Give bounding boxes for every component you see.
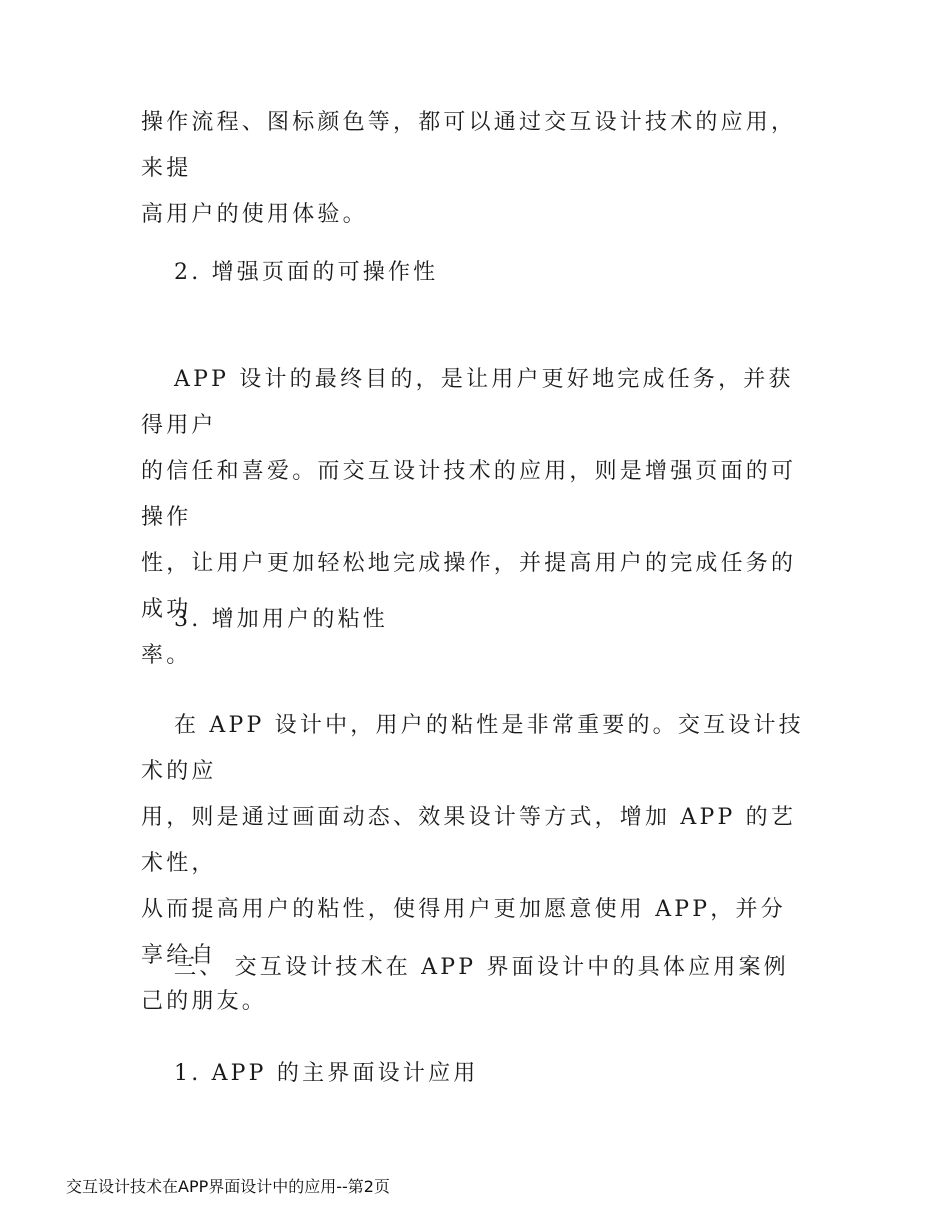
- heading-user-stickiness: 3. 增加用户的粘性: [174, 607, 388, 632]
- paragraph-line: 从而提高用户的粘性，使得用户更加愿意使用 APP，并分享给自: [141, 897, 786, 968]
- paragraph-line: 的信任和喜爱。而交互设计技术的应用，则是增强页面的可操作: [141, 459, 797, 530]
- paragraph-line: APP 设计的最终目的，是让用户更好地完成任务，并获得用户: [141, 367, 794, 438]
- paragraph-line: 用，则是通过画面动态、效果设计等方式，增加 APP 的艺术性，: [141, 805, 797, 876]
- paragraph-line: 性，让用户更加轻松地完成操作，并提高用户的完成任务的成功: [141, 551, 797, 622]
- paragraph-line: 高用户的使用体验。: [141, 202, 368, 227]
- section-heading: 三、 交互设计技术在 APP 界面设计中的具体应用案例: [174, 955, 789, 980]
- paragraph-continuation: [141, 100, 811, 238]
- subheading-main-interface: 1. APP 的主界面设计应用: [174, 1061, 479, 1086]
- paragraph-line: 操作流程、图标颜色等，都可以通过交互设计技术的应用，来提: [141, 110, 797, 181]
- page-footer: 交互设计技术在APP界面设计中的应用--第2页: [66, 1177, 390, 1196]
- paragraph-line: 率。: [141, 643, 192, 668]
- heading-page-operability: 2. 增强页面的可操作性: [174, 260, 439, 285]
- paragraph-line: 在 APP 设计中，用户的粘性是非常重要的。交互设计技术的应: [141, 713, 804, 784]
- paragraph-line: 己的朋友。: [141, 989, 268, 1014]
